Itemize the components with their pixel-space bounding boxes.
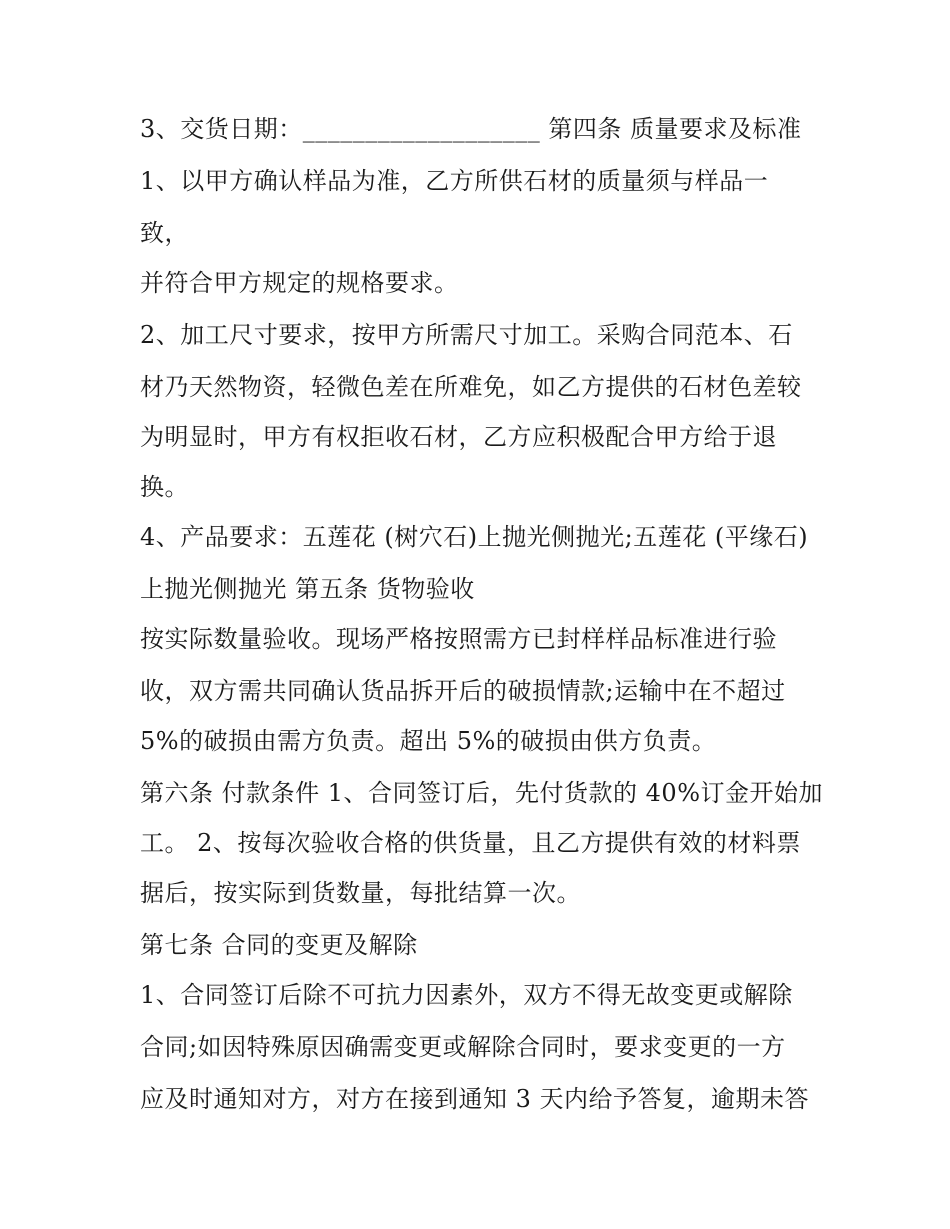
text-line: 并符合甲方规定的规格要求。	[140, 269, 459, 297]
text-line: 换。	[140, 473, 189, 501]
text-line: 1、合同签订后除不可抗力因素外，双方不得无故变更或解除	[140, 981, 793, 1009]
text-line: 收，双方需共同确认货品拆开后的破损情款;运输中在不超过	[140, 677, 786, 705]
text-line: 5%的破损由需方负责。超出 5%的破损由供方负责。	[140, 727, 717, 755]
text-line: 据后，按实际到货数量，每批结算一次。	[140, 879, 581, 907]
text-line: 工。 2、按每次验收合格的供货量，且乙方提供有效的材料票	[140, 829, 801, 857]
text-line: 2、加工尺寸要求，按甲方所需尺寸加工。采购合同范本、石	[140, 321, 793, 349]
text-line: 4、产品要求：五莲花 (树穴石)上抛光侧抛光;五莲花 (平缘石)	[140, 523, 809, 551]
text-line: 上抛光侧抛光 第五条 货物验收	[140, 575, 475, 603]
text-line: 按实际数量验收。现场严格按照需方已封样样品标准进行验	[140, 625, 777, 653]
text-line: 3、交货日期：___________________ 第四条 质量要求及标准	[140, 115, 802, 143]
text-line: 为明显时，甲方有权拒收石材，乙方应积极配合甲方给于退	[140, 423, 777, 451]
text-line: 应及时通知对方，对方在接到通知 3 天内给予答复，逾期未答	[140, 1085, 810, 1113]
text-line: 1、以甲方确认样品为准，乙方所供石材的质量须与样品一	[140, 167, 769, 195]
text-line: 致，	[140, 219, 189, 247]
text-line: 材乃天然物资，轻微色差在所难免，如乙方提供的石材色差较	[140, 373, 802, 401]
text-line: 第七条 合同的变更及解除	[140, 931, 418, 959]
text-line: 合同;如因特殊原因确需变更或解除合同时，要求变更的一方	[140, 1033, 786, 1061]
text-line: 第六条 付款条件 1、合同签订后，先付货款的 40%订金开始加	[140, 779, 823, 807]
